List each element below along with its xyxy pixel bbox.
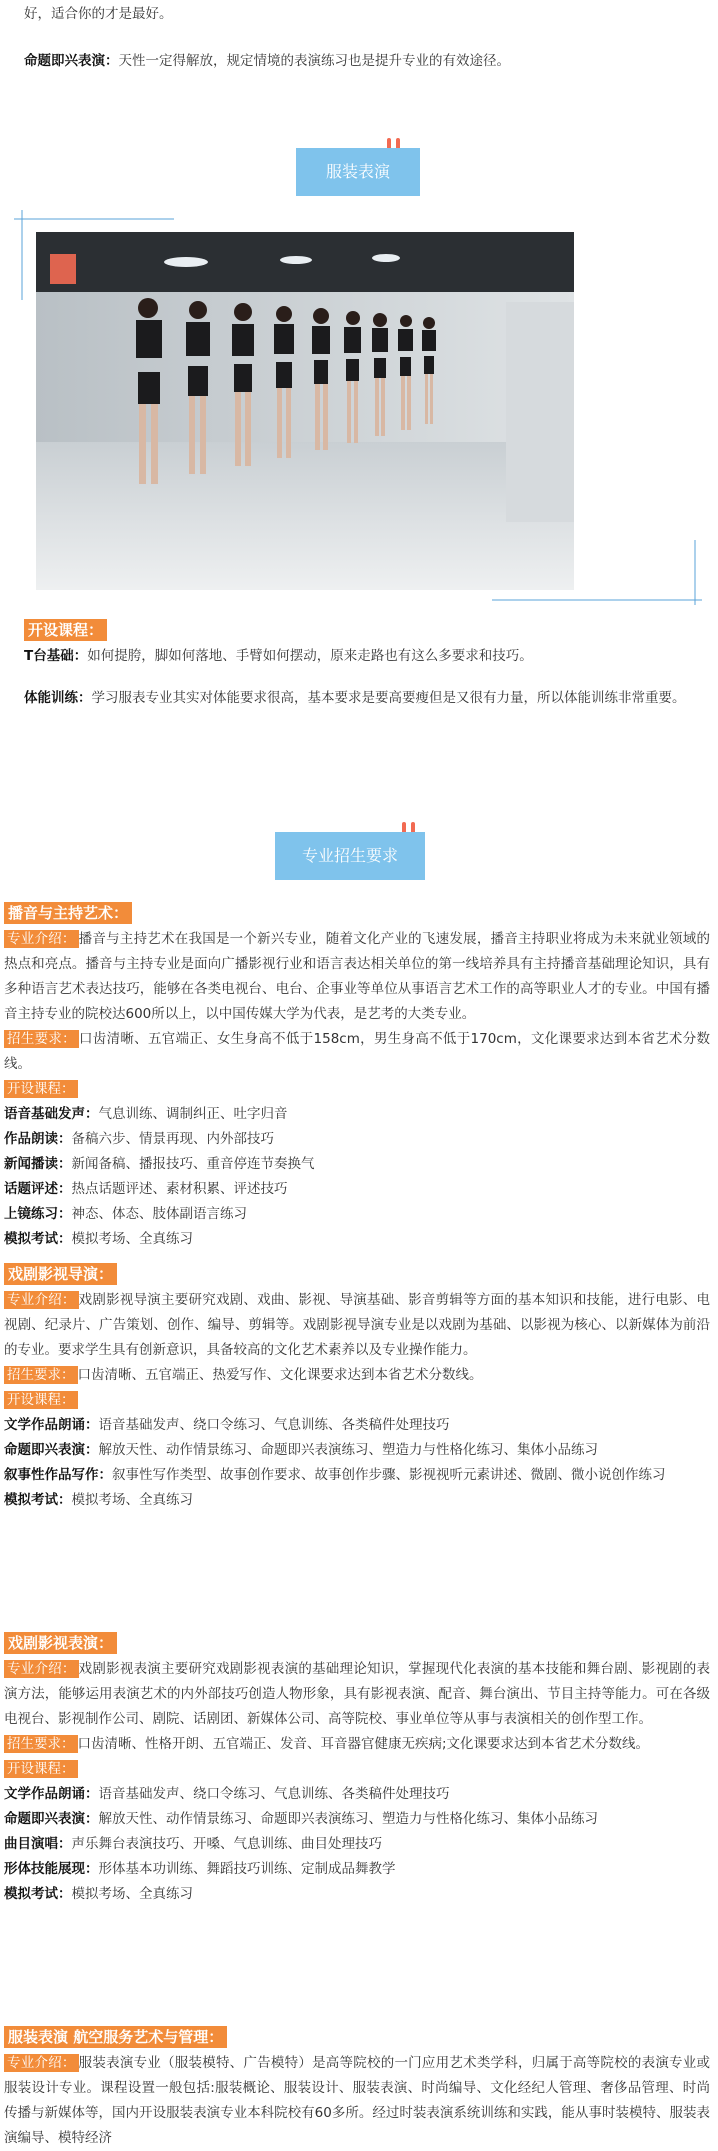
course-item: 模拟考试：模拟考场、全真练习 [4,1231,193,1247]
course-item: 模拟考试：模拟考场、全真练习 [4,1886,193,1902]
req-label: 招生要求： [4,1030,79,1048]
course-item: 叙事性作品写作：叙事性写作类型、故事创作要求、故事创作步骤、影视视听元素讲述、微剧、微小说创作练习 [4,1467,666,1483]
improv-text: 天性一定得解放，规定情境的表演练习也是提升专业的有效途径。 [118,53,510,69]
course-item: 文学作品朗诵：语音基础发声、绕口令练习、气息训练、各类稿件处理技巧 [4,1786,450,1802]
requirements-badge: 专业招生要求 [275,832,425,880]
course-item: 形体技能展现：形体基本功训练、舞蹈技巧训练、定制成品舞教学 [4,1861,396,1877]
course-item: 话题评述：热点话题评述、素材积累、评述技巧 [4,1181,288,1197]
course-item: 命题即兴表演：解放天性、动作情景练习、命题即兴表演练习、塑造力与性格化练习、集体小品练习 [4,1442,598,1458]
intro-text: 戏剧影视导演主要研究戏剧、戏曲、影视、导演基础、影音剪辑等方面的基本知识和技能，进行电影、电视剧、纪录片、广告策划、创作、编导、剪辑等。戏剧影视导演专业是以戏剧为基础、以影视为核心、以新媒体为前沿的专业。要求学生具有创新意识，具备较高的文化艺术素养以及专业操作能力。 [4,1292,711,1358]
intro-text: 播音与主持艺术在我国是一个新兴专业，随着文化产业的飞速发展，播音主持职业将成为未来就业领域的热点和亮点。播音与主持专业是面向广播影视行业和语言表达相关单位的第一线培养具有主持播音基础理论知识，具有多种语言艺术表达技巧，能够在各类电视台、电台、企事业等单位从事语言艺术工作的高等职业人才的专业。中国有播音主持专业的院校达600所以上，以中国传媒大学为代表，是艺考的大类专业。 [4,931,711,1022]
req-text: 口齿清晰、五官端正、热爱写作、文化课要求达到本省艺术分数线。 [77,1367,483,1383]
course-item: 作品朗读：备稿六步、情景再现、内外部技巧 [4,1131,274,1147]
intro-section [24,0,688,74]
major-title: 播音与主持艺术： [4,902,132,924]
major-acting [0,1631,718,1907]
req-label: 招生要求： [4,1366,78,1384]
major-fashion-aviation [0,2025,718,2151]
intro-label: 专业介绍： [4,1660,79,1678]
fashion-item-label: 体能训练： [24,690,92,706]
models-photo [36,232,574,590]
intro-label: 专业介绍： [4,2054,79,2072]
course-item: 新闻播读：新闻备稿、播报技巧、重音停连节奏换气 [4,1156,315,1172]
req-label: 招生要求： [4,1735,78,1753]
intro-text: 服装表演专业（服装模特、广告模特）是高等院校的一门应用艺术类学科，归属于高等院校的表演专业或服装设计专业。课程设置一般包括:服装概论、服装设计、服装表演、时尚编导、文化经纪人管理、奢侈品管理、时尚传播与新媒体等，国内开设服装表演专业本科院校有60多所。经过时装表演系统训练和实践，能从事时装模特、服装表演编导、模特经济 [4,2055,711,2146]
major-title: 戏剧影视表演： [4,1632,117,1654]
course-item: 文学作品朗诵：语音基础发声、绕口令练习、气息训练、各类稿件处理技巧 [4,1417,450,1433]
photo-frame [14,210,704,605]
course-item: 语音基础发声：气息训练、调制纠正、吐字归音 [4,1106,288,1122]
courses-label: 开设课程： [4,1760,78,1778]
course-item: 上镜练习：神态、体态、肢体副语言练习 [4,1206,247,1222]
intro-improv [24,49,688,74]
fashion-courses-label: 开设课程： [24,619,107,641]
courses-label: 开设课程： [4,1391,78,1409]
major-title: 戏剧影视导演： [4,1263,117,1285]
fashion-item-label: T台基础： [24,648,88,664]
fashion-item-text: 学习服表专业其实对体能要求很高，基本要求是要高要瘦但是又很有力量，所以体能训练非常重要。 [91,690,686,706]
courses-label: 开设课程： [4,1080,78,1098]
improv-label: 命题即兴表演： [24,53,119,69]
fashion-courses [24,618,688,711]
fashion-item-text: 如何提胯，脚如何落地、手臂如何摆动，原来走路也有这么多要求和技巧。 [87,648,533,664]
intro-line: 好，适合你的才是最好。 [24,6,173,22]
course-item: 模拟考试：模拟考场、全真练习 [4,1492,193,1508]
models-illustration [36,232,574,590]
fashion-item [24,686,688,711]
intro-label: 专业介绍： [4,930,79,948]
course-item: 命题即兴表演：解放天性、动作情景练习、命题即兴表演练习、塑造力与性格化练习、集体小品练习 [4,1811,598,1827]
req-text: 口齿清晰、性格开朗、五官端正、发音、耳音器官健康无疾病;文化课要求达到本省艺术分数线。 [77,1736,650,1752]
fashion-item [24,644,688,669]
req-text: 口齿清晰、五官端正、女生身高不低于158cm，男生身高不低于170cm，文化课要求达到本省艺术分数线。 [4,1031,710,1072]
intro-text: 戏剧影视表演主要研究戏剧影视表演的基础理论知识，掌握现代化表演的基本技能和舞台剧、影视剧的表演方法，能够运用表演艺术的内外部技巧创造人物形象，具有影视表演、配音、舞台演出、节目主持等能力。可在各级电视台、影视制作公司、剧院、话剧团、新媒体公司、高等院校、事业单位等从事与表演相关的创作型工作。 [4,1661,711,1727]
major-broadcasting [0,901,718,1252]
major-directing [0,1262,718,1513]
fashion-badge: 服装表演 [296,148,420,196]
major-title: 服装表演 航空服务艺术与管理： [4,2026,227,2048]
intro-label: 专业介绍： [4,1291,79,1309]
course-item: 曲目演唱：声乐舞台表演技巧、开嗓、气息训练、曲目处理技巧 [4,1836,382,1852]
